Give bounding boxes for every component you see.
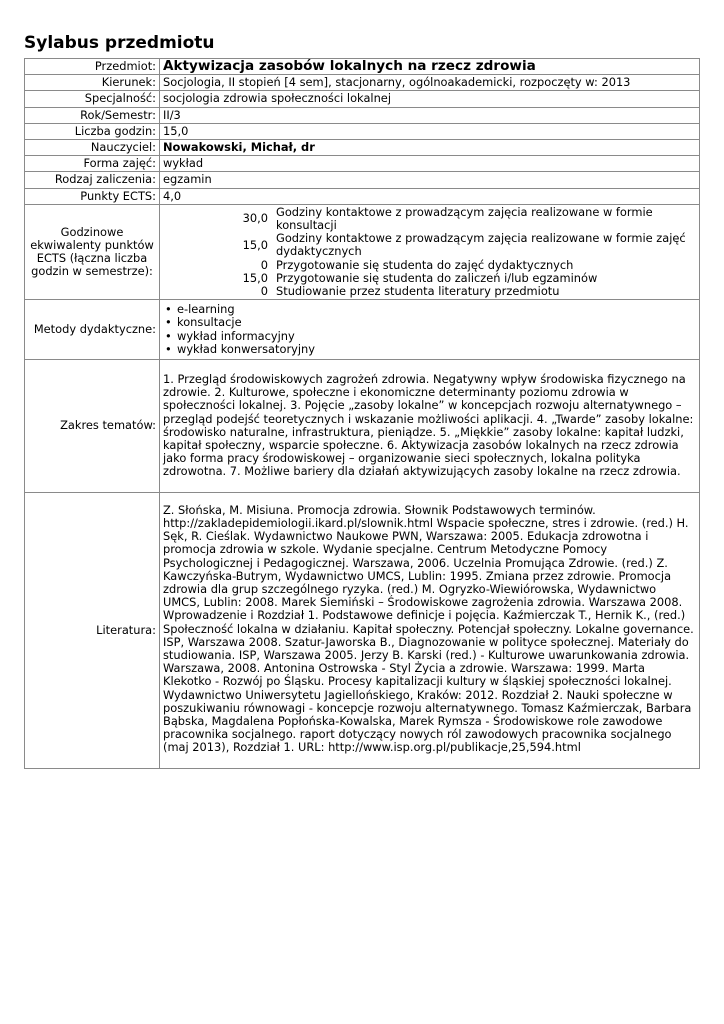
label-liczba-godzin: Liczba godzin: bbox=[25, 123, 160, 139]
hours-desc: Godziny kontaktowe z prowadzącym zajęcia realizowane w formie konsultacji bbox=[276, 204, 653, 233]
list-item: • konsultacje bbox=[165, 316, 696, 329]
row-nauczyciel bbox=[25, 140, 700, 156]
row-rodzaj-zaliczenia bbox=[25, 172, 700, 188]
hours-value: 30,0 bbox=[242, 211, 268, 226]
hours-item bbox=[162, 285, 697, 298]
row-literature bbox=[25, 492, 700, 768]
hours-value: 15,0 bbox=[242, 270, 268, 285]
value-liczba-godzin: 15,0 bbox=[160, 123, 700, 139]
hours-item bbox=[162, 232, 697, 258]
label-literature: Literatura: bbox=[25, 492, 160, 768]
literature-text: Z. Słońska, M. Misiuna. Promocja zdrowia. Słownik Podstawowych terminów. http://zakladepidemiologii.ikard.pl/slownik.html Wspacie społeczne, stres i zdrowie. (red.) H. Sęk, R. Cieślak. Wydawnictwo Naukowe PWN, Warszawa: 2005. Edukacja zdrowotna i promocja zdrowia w szkole. Wydanie specjalne. Centrum Metodyczne Pomocy Psychologicznej i Pedagogicznej. Warszawa, 2006. Uczelnia Promująca Zdrowie. (red.) Z. Kawczyńska-Butrym, Wydawnictwo UMCS, Lublin: 1995. Zmiana przez zdrowie. Promocja zdrowia dla grup szczególnego ryzyka. (red.) M. Ogryzko-Wiewiórowska, Wydawnictwo UMCS, Lublin: 2008. Marek Siemiński – Środowiskowe zagrożenia zdrowia. Warszawa 2008. Wprowadzenie i Rozdział 1. Podstawowe definicje i pojęcia. Kaźmierczak T., Hernik K., (red.) Społeczność lokalna w działaniu. Kapitał społeczny. Potencjał społeczny. Lokalne governance. ISP, Warszawa 2008. Szatur-Jaworska B., Diagnozowanie w polityce społecznej. Materiały do studiowania. ISP, Warszawa 2005. Jerzy B. Karski (red.) - Kulturowe uwarunkowania zdrowia. Warszawa, 2008. Antonina Ostrowska - Styl Życia a zdrowie. Warszawa: 1999. Marta Klekotko - Rozwój po Śląsku. Procesy kapitalizacji kultury w śląskiej społeczności lokalnej. Wydawnictwo Uniwersytetu Jagiellońskiego, Kraków: 2012. Rozdział 2. Nauki społeczne w poszukiwaniu równowagi - koncepcje rozwoju alternatywnego. Tomasz Kaźmierczak, Barbara Bąbska, Magdalena Popłońska-Kowalska, Marek Rymsza - Środowiskowe role zawodowe pracownika socjalnego. raport dotyczący nowych ról zawodowych pracownika socjalnego (maj 2013), Rozdział 1. URL: http://www.isp.org.pl/publikacje,25,594.html bbox=[163, 502, 694, 755]
topics-text: 1. Przegląd środowiskowych zagrożeń zdrowia. Negatywny wpływ środowiska fizycznego na zdrowie. 2. Kulturowe, społeczne i ekonomiczne determinanty poziomu zdrowia w społeczności lokalnej. 3. Pojęcie „zasoby lokalne” w koncepcjach rozwoju alternatywnego – przegląd podejść teoretycznych i wskazanie możliwości aplikacji. 4. „Twarde” zasoby lokalne: środowisko naturalne, infrastruktura, pieniądze. 5. „Miękkie” zasoby lokalne: kapitał ludzki, kapitał społeczny, wsparcie społeczne. 6. Aktywizacja zasobów lokalnych na rzecz zdrowia jako forma pracy środowiskowej – organizowanie sieci społecznych, lokalna polityka zdrowotna. 7. Możliwe bariery dla działań aktywizujących zasoby lokalne na rzecz zdrowia. bbox=[163, 372, 694, 479]
value-kierunek: Socjologia, II stopień [4 sem], stacjonarny, ogólnoakademicki, rozpoczęty w: 2013 bbox=[160, 75, 700, 91]
value-rodzaj-zaliczenia: egzamin bbox=[160, 172, 700, 188]
label-methods: Metody dydaktyczne: bbox=[25, 300, 160, 360]
label-kierunek: Kierunek: bbox=[25, 75, 160, 91]
hours-desc: Godziny kontaktowe z prowadzącym zajęcia realizowane w formie zajęć dydaktycznych bbox=[276, 231, 686, 259]
hours-desc: Studiowanie przez studenta literatury przedmiotu bbox=[276, 284, 560, 299]
hours-desc: Przygotowanie się studenta do zaliczeń i/lub egzaminów bbox=[276, 270, 598, 285]
hours-desc: Przygotowanie się studenta do zajęć dydaktycznych bbox=[276, 257, 574, 272]
label-punkty-ects: Punkty ECTS: bbox=[25, 188, 160, 204]
row-methods bbox=[25, 300, 700, 360]
label-przedmiot: Przedmiot: bbox=[25, 59, 160, 75]
value-specjalnosc: socjologia zdrowia społeczności lokalnej bbox=[160, 91, 700, 107]
page-title: Sylabus przedmiotu bbox=[24, 33, 215, 53]
row-punkty-ects bbox=[25, 188, 700, 204]
row-kierunek bbox=[25, 75, 700, 91]
label-forma-zajec: Forma zajęć: bbox=[25, 156, 160, 172]
row-liczba-godzin bbox=[25, 123, 700, 139]
hours-value: 15,0 bbox=[242, 237, 268, 252]
hours-item bbox=[162, 206, 697, 232]
row-przedmiot bbox=[25, 59, 700, 75]
label-rok-semestr: Rok/Semestr: bbox=[25, 107, 160, 123]
row-rok-semestr bbox=[25, 107, 700, 123]
hours-value: 0 bbox=[260, 284, 268, 299]
syllabus-table bbox=[24, 58, 700, 769]
list-item: • wykład konwersatoryjny bbox=[165, 343, 696, 356]
row-ects-hours bbox=[25, 204, 700, 299]
label-ects-hours: Godzinowe ekwiwalenty punktów ECTS (łączna liczba godzin w semestrze): bbox=[25, 204, 160, 299]
ects-hours-list bbox=[162, 206, 697, 298]
row-specjalnosc bbox=[25, 91, 700, 107]
hours-value: 0 bbox=[260, 257, 268, 272]
value-rok-semestr: II/3 bbox=[160, 107, 700, 123]
subject-name: Aktywizacja zasobów lokalnych na rzecz zdrowia bbox=[160, 59, 700, 75]
row-topics bbox=[25, 360, 700, 493]
value-forma-zajec: wykład bbox=[160, 156, 700, 172]
list-item: • wykład informacyjny bbox=[165, 330, 696, 343]
list-item: • e-learning bbox=[165, 303, 696, 316]
label-rodzaj-zaliczenia: Rodzaj zaliczenia: bbox=[25, 172, 160, 188]
methods-list bbox=[163, 301, 696, 358]
value-nauczyciel: Nowakowski, Michał, dr bbox=[160, 140, 700, 156]
value-punkty-ects: 4,0 bbox=[160, 188, 700, 204]
row-forma-zajec bbox=[25, 156, 700, 172]
hours-item bbox=[162, 259, 697, 272]
label-nauczyciel: Nauczyciel: bbox=[25, 140, 160, 156]
label-specjalnosc: Specjalność: bbox=[25, 91, 160, 107]
label-topics: Zakres tematów: bbox=[25, 360, 160, 493]
